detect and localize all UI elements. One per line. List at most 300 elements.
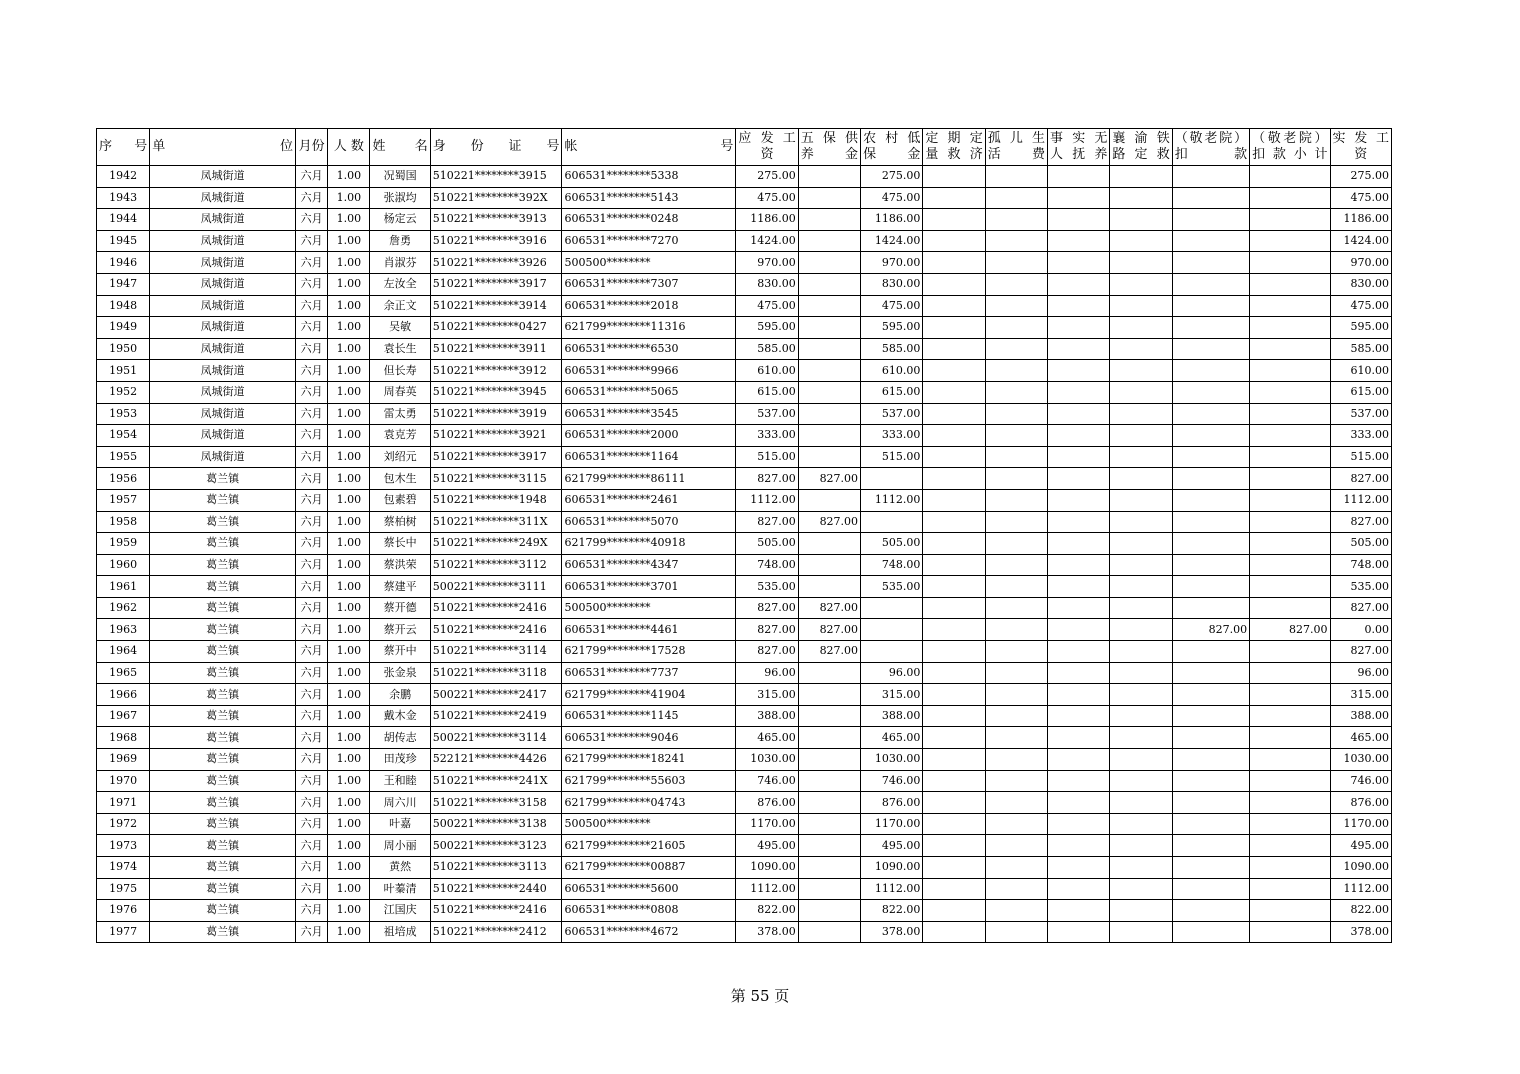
cell-dingliang [923, 273, 985, 295]
cell-dingliang [923, 511, 985, 533]
cell-payable: 96.00 [736, 662, 798, 684]
cell-name: 叶嘉 [370, 813, 430, 835]
cell-deduct [1172, 554, 1249, 576]
cell-account: 606531********0248 [562, 209, 736, 231]
cell-deduct-subtotal [1250, 425, 1330, 447]
cell-persons: 1.00 [328, 597, 370, 619]
cell-actual: 315.00 [1330, 684, 1391, 706]
cell-actual: 1170.00 [1330, 813, 1391, 835]
cell-unit: 葛兰镇 [150, 792, 296, 814]
cell-seq: 1949 [97, 317, 150, 339]
cell-unit: 凤城街道 [150, 295, 296, 317]
cell-deduct [1172, 770, 1249, 792]
cell-wubao [798, 835, 860, 857]
cell-payable: 746.00 [736, 770, 798, 792]
cell-wubao: 827.00 [798, 641, 860, 663]
cell-wubao [798, 576, 860, 598]
cell-persons: 1.00 [328, 727, 370, 749]
cell-seq: 1942 [97, 166, 150, 188]
cell-dibao: 378.00 [861, 921, 923, 943]
cell-deduct-subtotal [1250, 360, 1330, 382]
cell-deduct [1172, 166, 1249, 188]
cell-name: 周小丽 [370, 835, 430, 857]
cell-wubao [798, 705, 860, 727]
cell-shishi [1048, 705, 1110, 727]
cell-payable: 1424.00 [736, 230, 798, 252]
cell-seq: 1954 [97, 425, 150, 447]
cell-shishi [1048, 900, 1110, 922]
cell-actual: 585.00 [1330, 338, 1391, 360]
cell-orphan [985, 252, 1047, 274]
cell-dibao: 876.00 [861, 792, 923, 814]
cell-name: 戴木金 [370, 705, 430, 727]
cell-dibao: 595.00 [861, 317, 923, 339]
cell-dingliang [923, 317, 985, 339]
cell-id-number: 510221********1948 [430, 489, 562, 511]
cell-deduct-subtotal [1250, 403, 1330, 425]
cell-seq: 1953 [97, 403, 150, 425]
cell-dingliang [923, 489, 985, 511]
cell-actual: 96.00 [1330, 662, 1391, 684]
cell-wubao [798, 662, 860, 684]
cell-dibao: 515.00 [861, 446, 923, 468]
cell-actual: 595.00 [1330, 317, 1391, 339]
cell-month: 六月 [296, 857, 328, 879]
cell-month: 六月 [296, 770, 328, 792]
cell-dibao: 96.00 [861, 662, 923, 684]
cell-dingliang [923, 576, 985, 598]
cell-seq: 1957 [97, 489, 150, 511]
cell-deduct [1172, 835, 1249, 857]
cell-shishi [1048, 187, 1110, 209]
cell-actual: 610.00 [1330, 360, 1391, 382]
cell-payable: 505.00 [736, 533, 798, 555]
cell-account: 606531********3545 [562, 403, 736, 425]
cell-month: 六月 [296, 662, 328, 684]
cell-seq: 1950 [97, 338, 150, 360]
table-row [97, 446, 1392, 468]
cell-name: 左汝全 [370, 273, 430, 295]
cell-deduct-subtotal [1250, 770, 1330, 792]
table-row [97, 468, 1392, 490]
cell-dibao: 315.00 [861, 684, 923, 706]
cell-dingliang [923, 619, 985, 641]
cell-month: 六月 [296, 576, 328, 598]
cell-account: 621799********00887 [562, 857, 736, 879]
cell-unit: 葛兰镇 [150, 727, 296, 749]
cell-unit: 葛兰镇 [150, 813, 296, 835]
cell-seq: 1972 [97, 813, 150, 835]
table-row [97, 813, 1392, 835]
table-row [97, 705, 1392, 727]
cell-dingliang [923, 684, 985, 706]
cell-dibao: 475.00 [861, 187, 923, 209]
cell-orphan [985, 813, 1047, 835]
cell-unit: 凤城街道 [150, 230, 296, 252]
cell-name: 袁长生 [370, 338, 430, 360]
cell-orphan [985, 166, 1047, 188]
cell-xiangyu [1110, 403, 1172, 425]
cell-persons: 1.00 [328, 317, 370, 339]
cell-xiangyu [1110, 813, 1172, 835]
cell-month: 六月 [296, 468, 328, 490]
table-row [97, 533, 1392, 555]
cell-persons: 1.00 [328, 252, 370, 274]
cell-dibao [861, 468, 923, 490]
cell-id-number: 510221********392X [430, 187, 562, 209]
cell-wubao: 827.00 [798, 597, 860, 619]
header-deduct: （敬老院） 扣 款 [1172, 129, 1249, 166]
cell-month: 六月 [296, 295, 328, 317]
cell-actual: 505.00 [1330, 533, 1391, 555]
cell-month: 六月 [296, 446, 328, 468]
cell-orphan [985, 468, 1047, 490]
cell-payable: 827.00 [736, 641, 798, 663]
cell-persons: 1.00 [328, 857, 370, 879]
cell-persons: 1.00 [328, 792, 370, 814]
cell-deduct-subtotal [1250, 878, 1330, 900]
table-row [97, 187, 1392, 209]
cell-payable: 876.00 [736, 792, 798, 814]
cell-deduct [1172, 511, 1249, 533]
cell-deduct [1172, 662, 1249, 684]
cell-persons: 1.00 [328, 533, 370, 555]
table-row [97, 554, 1392, 576]
cell-orphan [985, 554, 1047, 576]
cell-dibao: 748.00 [861, 554, 923, 576]
cell-deduct [1172, 317, 1249, 339]
cell-unit: 葛兰镇 [150, 489, 296, 511]
cell-xiangyu [1110, 576, 1172, 598]
cell-orphan [985, 662, 1047, 684]
cell-account: 606531********3701 [562, 576, 736, 598]
cell-persons: 1.00 [328, 576, 370, 598]
cell-dibao: 388.00 [861, 705, 923, 727]
cell-payable: 1186.00 [736, 209, 798, 231]
cell-seq: 1974 [97, 857, 150, 879]
cell-actual: 495.00 [1330, 835, 1391, 857]
cell-dingliang [923, 230, 985, 252]
cell-month: 六月 [296, 792, 328, 814]
cell-persons: 1.00 [328, 166, 370, 188]
cell-actual: 0.00 [1330, 619, 1391, 641]
cell-xiangyu [1110, 921, 1172, 943]
cell-xiangyu [1110, 533, 1172, 555]
cell-dingliang [923, 878, 985, 900]
cell-shishi [1048, 273, 1110, 295]
cell-seq: 1975 [97, 878, 150, 900]
cell-deduct [1172, 813, 1249, 835]
cell-month: 六月 [296, 317, 328, 339]
cell-xiangyu [1110, 252, 1172, 274]
cell-dibao [861, 597, 923, 619]
cell-xiangyu [1110, 597, 1172, 619]
cell-xiangyu [1110, 705, 1172, 727]
cell-id-number: 510221********2419 [430, 705, 562, 727]
cell-dibao: 1424.00 [861, 230, 923, 252]
table-row [97, 252, 1392, 274]
cell-orphan [985, 317, 1047, 339]
cell-dingliang [923, 425, 985, 447]
cell-orphan [985, 381, 1047, 403]
cell-wubao [798, 749, 860, 771]
cell-actual: 333.00 [1330, 425, 1391, 447]
table-row [97, 727, 1392, 749]
cell-account: 606531********6530 [562, 338, 736, 360]
cell-wubao [798, 900, 860, 922]
table-row [97, 878, 1392, 900]
cell-deduct [1172, 468, 1249, 490]
table-row [97, 576, 1392, 598]
cell-deduct-subtotal [1250, 554, 1330, 576]
cell-persons: 1.00 [328, 425, 370, 447]
cell-seq: 1958 [97, 511, 150, 533]
cell-id-number: 500221********3111 [430, 576, 562, 598]
cell-name: 王和睦 [370, 770, 430, 792]
cell-seq: 1952 [97, 381, 150, 403]
cell-name: 雷太勇 [370, 403, 430, 425]
cell-name: 周六川 [370, 792, 430, 814]
cell-xiangyu [1110, 554, 1172, 576]
cell-month: 六月 [296, 641, 328, 663]
cell-deduct-subtotal [1250, 468, 1330, 490]
cell-dingliang [923, 662, 985, 684]
cell-persons: 1.00 [328, 619, 370, 641]
cell-month: 六月 [296, 705, 328, 727]
cell-dibao: 970.00 [861, 252, 923, 274]
cell-payable: 1090.00 [736, 857, 798, 879]
cell-shishi [1048, 511, 1110, 533]
cell-month: 六月 [296, 511, 328, 533]
cell-account: 606531********5143 [562, 187, 736, 209]
cell-account: 621799********41904 [562, 684, 736, 706]
cell-dingliang [923, 705, 985, 727]
cell-id-number: 510221********3114 [430, 641, 562, 663]
cell-payable: 827.00 [736, 468, 798, 490]
cell-dingliang [923, 792, 985, 814]
cell-orphan [985, 900, 1047, 922]
cell-month: 六月 [296, 230, 328, 252]
cell-persons: 1.00 [328, 684, 370, 706]
table-row [97, 403, 1392, 425]
cell-name: 祖培成 [370, 921, 430, 943]
cell-payable: 830.00 [736, 273, 798, 295]
header-actual: 实 发 工 资 [1330, 129, 1391, 166]
cell-wubao [798, 166, 860, 188]
cell-dingliang [923, 403, 985, 425]
table-row [97, 166, 1392, 188]
cell-dingliang [923, 338, 985, 360]
cell-wubao [798, 533, 860, 555]
cell-orphan [985, 295, 1047, 317]
cell-id-number: 510221********3917 [430, 446, 562, 468]
cell-account: 621799********17528 [562, 641, 736, 663]
cell-seq: 1962 [97, 597, 150, 619]
cell-deduct-subtotal [1250, 209, 1330, 231]
table-row [97, 317, 1392, 339]
cell-persons: 1.00 [328, 338, 370, 360]
cell-dingliang [923, 857, 985, 879]
cell-id-number: 500221********3114 [430, 727, 562, 749]
cell-xiangyu [1110, 187, 1172, 209]
cell-deduct [1172, 597, 1249, 619]
cell-orphan [985, 770, 1047, 792]
cell-unit: 凤城街道 [150, 187, 296, 209]
cell-payable: 1112.00 [736, 878, 798, 900]
cell-deduct-subtotal [1250, 835, 1330, 857]
cell-persons: 1.00 [328, 209, 370, 231]
cell-deduct [1172, 209, 1249, 231]
cell-deduct-subtotal [1250, 533, 1330, 555]
cell-xiangyu [1110, 230, 1172, 252]
cell-seq: 1970 [97, 770, 150, 792]
cell-dingliang [923, 813, 985, 835]
cell-orphan [985, 641, 1047, 663]
cell-wubao: 827.00 [798, 619, 860, 641]
cell-orphan [985, 576, 1047, 598]
cell-name: 胡传志 [370, 727, 430, 749]
cell-dingliang [923, 900, 985, 922]
header-xiangyu: 襄 渝 铁 路 定 救 [1110, 129, 1172, 166]
cell-id-number: 510221********2416 [430, 597, 562, 619]
cell-deduct [1172, 641, 1249, 663]
cell-payable: 610.00 [736, 360, 798, 382]
cell-payable: 595.00 [736, 317, 798, 339]
cell-unit: 葛兰镇 [150, 684, 296, 706]
cell-xiangyu [1110, 511, 1172, 533]
cell-dibao: 475.00 [861, 295, 923, 317]
cell-deduct-subtotal [1250, 252, 1330, 274]
cell-actual: 515.00 [1330, 446, 1391, 468]
cell-id-number: 522121********4426 [430, 749, 562, 771]
cell-xiangyu [1110, 770, 1172, 792]
cell-actual: 830.00 [1330, 273, 1391, 295]
cell-deduct-subtotal [1250, 511, 1330, 533]
cell-shishi [1048, 533, 1110, 555]
cell-seq: 1948 [97, 295, 150, 317]
cell-xiangyu [1110, 317, 1172, 339]
cell-unit: 葛兰镇 [150, 857, 296, 879]
cell-shishi [1048, 749, 1110, 771]
cell-seq: 1966 [97, 684, 150, 706]
cell-actual: 1186.00 [1330, 209, 1391, 231]
cell-payable: 475.00 [736, 295, 798, 317]
cell-account: 606531********7270 [562, 230, 736, 252]
cell-account: 606531********4672 [562, 921, 736, 943]
cell-shishi [1048, 857, 1110, 879]
cell-wubao [798, 684, 860, 706]
cell-persons: 1.00 [328, 921, 370, 943]
cell-unit: 葛兰镇 [150, 900, 296, 922]
cell-shishi [1048, 921, 1110, 943]
table-row [97, 619, 1392, 641]
cell-shishi [1048, 230, 1110, 252]
cell-shishi [1048, 641, 1110, 663]
cell-wubao [798, 295, 860, 317]
cell-unit: 凤城街道 [150, 403, 296, 425]
cell-name: 包木生 [370, 468, 430, 490]
cell-unit: 凤城街道 [150, 446, 296, 468]
cell-name: 况蜀国 [370, 166, 430, 188]
cell-orphan [985, 705, 1047, 727]
cell-shishi [1048, 878, 1110, 900]
cell-account: 621799********18241 [562, 749, 736, 771]
cell-wubao [798, 425, 860, 447]
cell-month: 六月 [296, 619, 328, 641]
cell-orphan [985, 338, 1047, 360]
header-month: 月份 [296, 129, 328, 166]
cell-seq: 1965 [97, 662, 150, 684]
cell-orphan [985, 684, 1047, 706]
cell-deduct [1172, 446, 1249, 468]
cell-orphan [985, 619, 1047, 641]
cell-account: 500500******** [562, 813, 736, 835]
cell-id-number: 510221********3912 [430, 360, 562, 382]
cell-payable: 333.00 [736, 425, 798, 447]
cell-seq: 1971 [97, 792, 150, 814]
cell-name: 杨定云 [370, 209, 430, 231]
cell-deduct-subtotal [1250, 338, 1330, 360]
cell-dibao: 1030.00 [861, 749, 923, 771]
cell-unit: 葛兰镇 [150, 705, 296, 727]
table-row [97, 338, 1392, 360]
cell-orphan [985, 533, 1047, 555]
cell-deduct-subtotal [1250, 749, 1330, 771]
header-dingliang: 定 期 定 量 救 济 [923, 129, 985, 166]
cell-dingliang [923, 835, 985, 857]
cell-unit: 葛兰镇 [150, 770, 296, 792]
cell-deduct [1172, 273, 1249, 295]
cell-actual: 822.00 [1330, 900, 1391, 922]
cell-id-number: 500221********3138 [430, 813, 562, 835]
cell-month: 六月 [296, 597, 328, 619]
cell-dibao: 333.00 [861, 425, 923, 447]
cell-unit: 葛兰镇 [150, 619, 296, 641]
header-deduct-subtotal: （敬老院） 扣 款 小 计 [1250, 129, 1330, 166]
cell-payable: 515.00 [736, 446, 798, 468]
cell-wubao [798, 273, 860, 295]
cell-dibao [861, 619, 923, 641]
cell-dibao: 1112.00 [861, 489, 923, 511]
cell-dingliang [923, 554, 985, 576]
cell-xiangyu [1110, 878, 1172, 900]
cell-deduct: 827.00 [1172, 619, 1249, 641]
table-row [97, 641, 1392, 663]
cell-shishi [1048, 381, 1110, 403]
cell-xiangyu [1110, 792, 1172, 814]
cell-dingliang [923, 381, 985, 403]
cell-account: 606531********7737 [562, 662, 736, 684]
cell-id-number: 510221********311X [430, 511, 562, 533]
cell-payable: 388.00 [736, 705, 798, 727]
cell-month: 六月 [296, 166, 328, 188]
cell-name: 蔡开云 [370, 619, 430, 641]
cell-account: 606531********1145 [562, 705, 736, 727]
cell-account: 606531********9046 [562, 727, 736, 749]
cell-wubao [798, 230, 860, 252]
cell-wubao [798, 813, 860, 835]
cell-xiangyu [1110, 489, 1172, 511]
cell-id-number: 510221********3113 [430, 857, 562, 879]
cell-persons: 1.00 [328, 770, 370, 792]
cell-persons: 1.00 [328, 360, 370, 382]
cell-account: 606531********5065 [562, 381, 736, 403]
cell-actual: 1112.00 [1330, 878, 1391, 900]
cell-account: 606531********5070 [562, 511, 736, 533]
cell-shishi [1048, 792, 1110, 814]
table-row [97, 792, 1392, 814]
cell-month: 六月 [296, 878, 328, 900]
